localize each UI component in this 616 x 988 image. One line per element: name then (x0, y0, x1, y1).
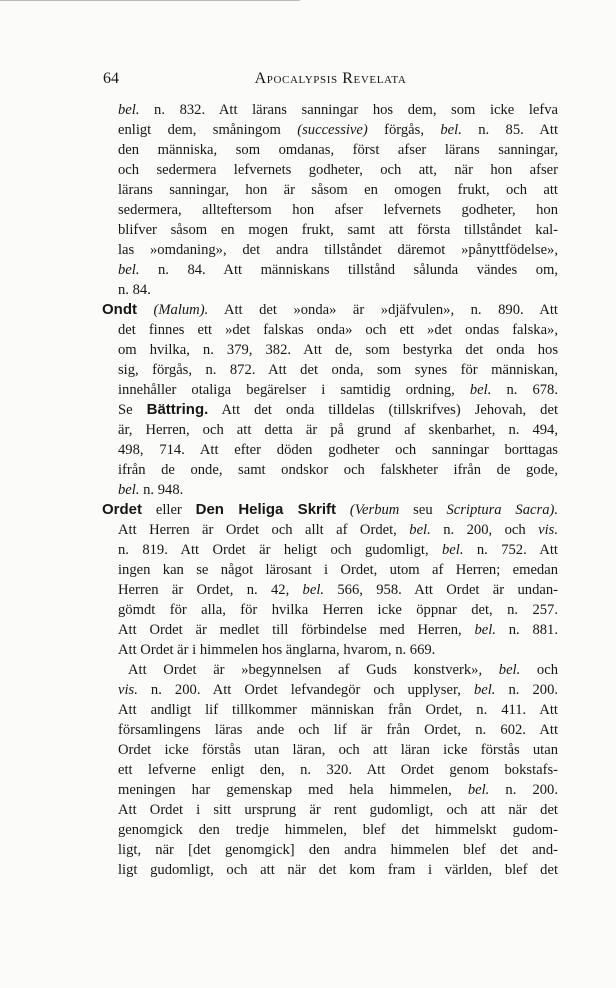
text-line: bel. n. 832. Att lärans sanningar hos dem, som icke lefva (118, 102, 558, 118)
scan-edge-line (0, 0, 300, 1)
page-header (103, 70, 558, 92)
text-line: Att Ordet är »begynnelsen af Guds konstverk», bel. och (128, 662, 558, 678)
text-line: Ondt (Malum). Att det »onda» är »djäfvulen», n. 890. Att (102, 301, 558, 318)
text-line: blifver såsom en mogen frukt, samt att första tillståndet kal- (118, 222, 558, 238)
text-line: ligt, när [det genomgick] den andra himmelen blef det and- (118, 842, 558, 858)
text-line: är, Herren, och att detta är på grund af skenbarhet, n. 494, (118, 422, 558, 438)
text-line: ifrån de onde, samt ondskor och falskheter ifrån de gode, (118, 462, 558, 478)
text-line: det finnes ett »det falskas onda» och ett »det ondas falska», (118, 322, 558, 338)
text-line: las »omdaning», det andra tillståndet däremot »pånyttfödelse», (118, 242, 558, 258)
text-line: Ordet eller Den Heliga Skrift (Verbum seu Scriptura Sacra). (102, 501, 558, 518)
text-line: lärans sanningar, hon är såsom en omogen frukt, och att (118, 182, 558, 198)
text-line: sig, förgås, n. 872. Att det onda, som synes för människan, (118, 362, 558, 378)
text-line: Att andligt lif tillkommer människan från Ordet, n. 411. Att (118, 702, 558, 718)
text-line: ett lefverne enligt den, n. 320. Att Ordet genom bokstafs- (118, 762, 558, 778)
text-line: Herren är Ordet, n. 42, bel. 566, 958. Att Ordet är undan- (118, 582, 558, 598)
text-line: församlingens läras ande och lif är från Ordet, n. 602. Att (118, 722, 558, 738)
text-line: sedermera, allteftersom hon afser lefvernets godheter, hon (118, 202, 558, 218)
text-line: vis. n. 200. Att Ordet lefvandegör och upplyser, bel. n. 200. (118, 682, 558, 698)
index-text-body (102, 100, 558, 880)
page-number: 64 (103, 70, 119, 87)
text-line: om hvilka, n. 379, 382. Att de, som bestyrka det onda hos (118, 342, 558, 358)
text-line: Att Ordet i sitt ursprung är rent gudomligt, och att när det (118, 802, 558, 818)
text-line: Ordet icke förstås utan läran, och att läran icke förstås utan (118, 742, 558, 758)
text-line: ingen kan se något lärosant i Ordet, utom af Herren; emedan (118, 562, 558, 578)
text-line: 498, 714. Att efter döden godheter och sanningar borttagas (118, 442, 558, 458)
text-line: ligt gudomligt, och att när det kom fram i världen, blef det (118, 862, 558, 878)
text-line: Att Herren är Ordet och allt af Ordet, bel. n. 200, och vis. (118, 522, 558, 538)
text-line: den människa, som omdanas, först afser lärans sanningar, (118, 142, 558, 158)
text-line: Se Bättring. Att det onda tilldelas (tillskrifves) Jehovah, det (118, 401, 558, 418)
text-line: innehåller otaliga begärelser i samtidig ordning, bel. n. 678. (118, 382, 558, 398)
text-line: meningen har gemenskap med hela himmelen, bel. n. 200. (118, 782, 558, 798)
text-line: och sedermera lefvernets godheter, och att, när hon afser (118, 162, 558, 178)
text-line: genomgick den tredje himmelen, blef det himmelskt gudom- (118, 822, 558, 838)
text-line: n. 819. Att Ordet är heligt och gudomligt, bel. n. 752. Att (118, 542, 558, 558)
text-line: n. 84. (118, 282, 151, 298)
text-line: Att Ordet är medlet till förbindelse med Herren, bel. n. 881. (118, 622, 558, 638)
text-line: bel. n. 948. (118, 482, 184, 498)
text-line: Att Ordet är i himmelen hos änglarna, hvarom, n. 669. (118, 642, 436, 658)
text-line: enligt dem, småningom (successive) förgås, bel. n. 85. Att (118, 122, 558, 138)
text-line: bel. n. 84. Att människans tillstånd sålunda vändes om, (118, 262, 558, 278)
running-title: Apocalypsis Revelata (254, 70, 407, 87)
text-line: gömdt för alla, för hvilka Herren icke öppnar det, n. 257. (118, 602, 558, 618)
